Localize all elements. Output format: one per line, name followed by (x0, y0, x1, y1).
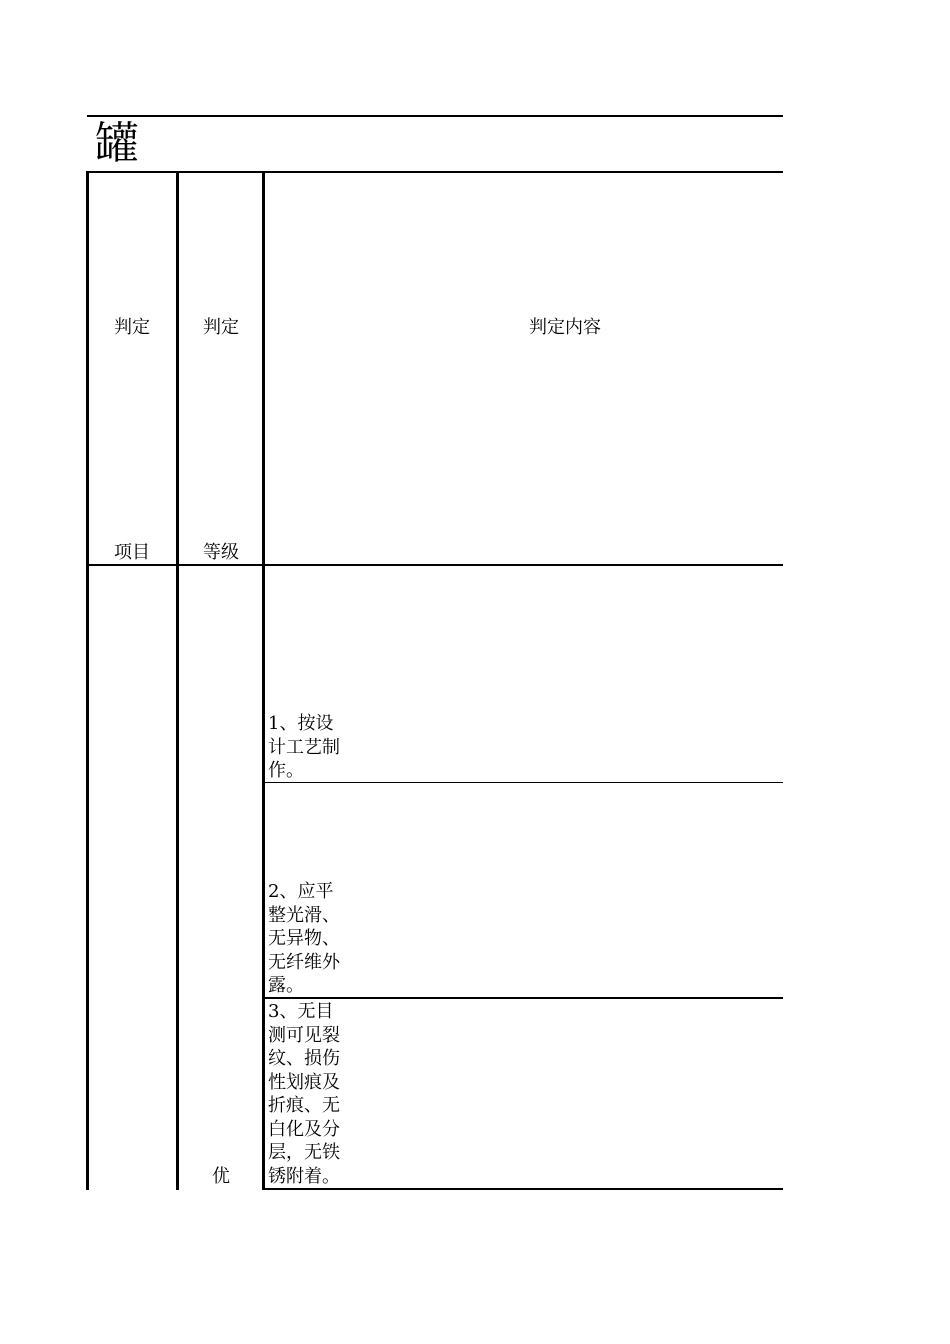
criterion-item-1: 1、按设计工艺制作。 (268, 713, 340, 781)
col1-divider (176, 171, 179, 1190)
header-bottom-border (86, 564, 783, 566)
header-grade-label-top: 判定 (203, 317, 239, 338)
header-grade-label-bottom: 等级 (203, 542, 239, 563)
title-top-rule (87, 115, 783, 117)
criterion-item-2: 2、应平整光滑、无异物、无纤维外露。 (268, 881, 340, 996)
header-item-label-bottom: 项目 (114, 542, 150, 563)
row3-bottom-border (264, 1188, 783, 1190)
grade-value: 优 (212, 1166, 230, 1187)
document-title: 罐 (95, 118, 139, 169)
col2-divider (262, 171, 265, 1190)
criterion-item-3: 3、无目测可见裂纹、损伤性划痕及折痕、无白化及分层，无铁锈附着。 (268, 1001, 340, 1187)
header-content-label: 判定内容 (529, 317, 601, 338)
table-left-border (86, 171, 89, 1190)
table-top-border (86, 171, 783, 173)
header-item-label-top: 判定 (114, 317, 150, 338)
